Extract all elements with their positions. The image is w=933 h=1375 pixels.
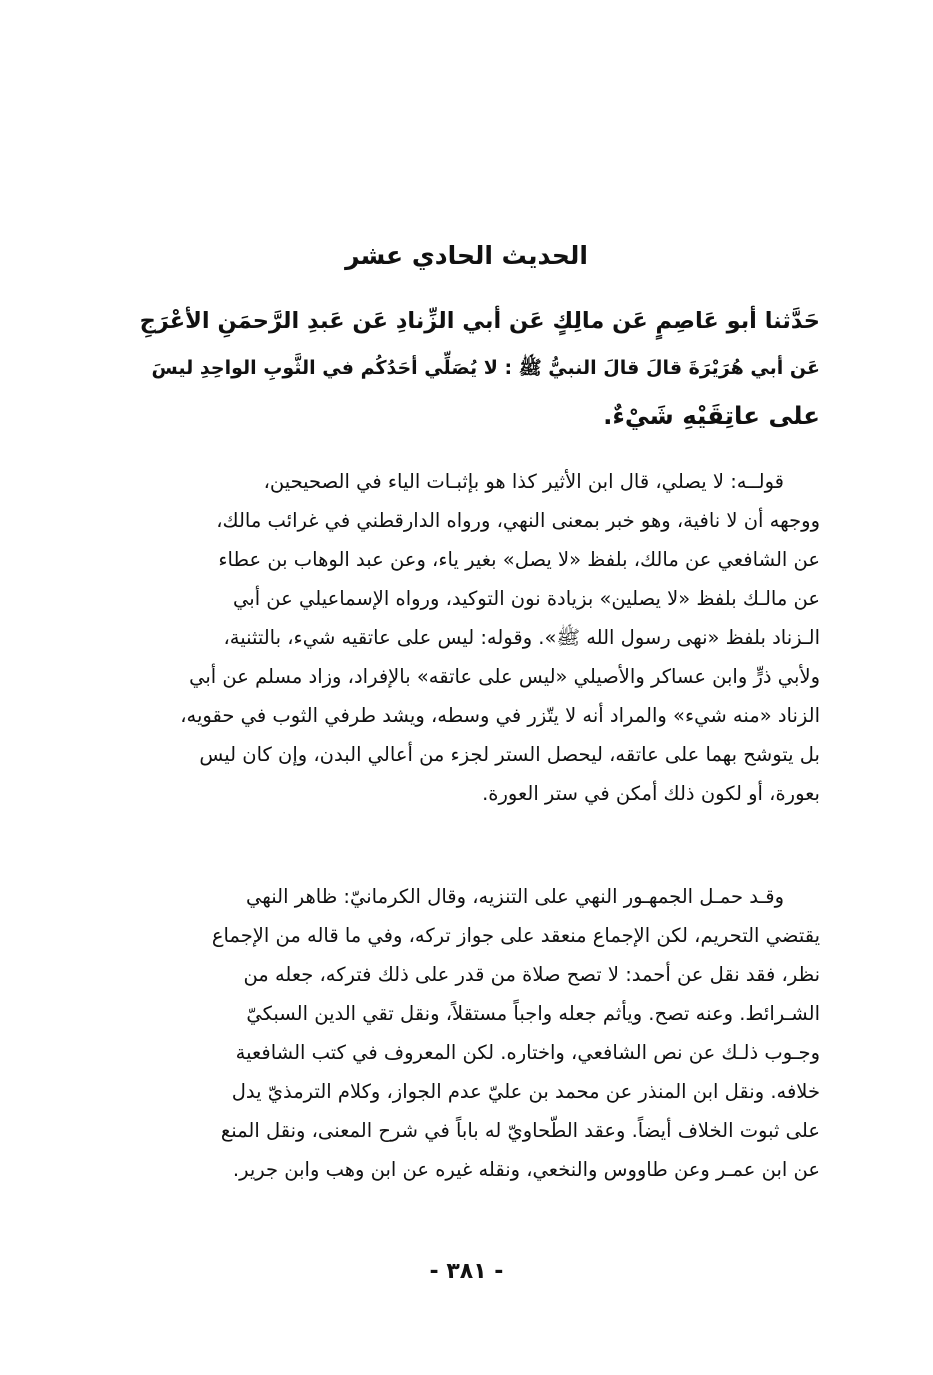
paragraph-line: الشـرائط. وعنه تصح. ويأثم جعله واجباً مستقلاً، ونقل تقي الدين السبكيّ: [246, 1002, 820, 1025]
paragraph-line: نظر، فقد نقل عن أحمد: لا تصح صلاة من قدر على ذلك فتركه، جعله من: [243, 963, 820, 986]
commentary-paragraph-2: [116, 877, 820, 1189]
paragraph-line: بعورة، أو لكون ذلك أمكن في ستر العورة.: [482, 782, 820, 805]
paragraph-line: وجـوب ذلـك عن نص الشافعي، واختاره. لكن المعروف في كتب الشافعية: [235, 1041, 820, 1064]
paragraph-line: عن مالـك بلفظ «لا يصلين» بزيادة نون التوكيد، ورواه الإسماعيلي عن أبي: [233, 587, 820, 610]
hadith-line: على عاتِقَيْهِ شَيْءٌ.: [603, 401, 820, 430]
paragraph-line: الزناد «منه شيء» والمراد أنه لا يتّزر في وسطه، ويشد طرفي الثوب في حقويه،: [180, 704, 820, 727]
paragraph-line: وقـد حمـل الجمهـور النهي على التنزيه، وقال الكرمانيّ: ظاهر النهي: [246, 885, 784, 908]
hadith-line: حَدَّثنا أبو عَاصِمٍ عَن مالِكٍ عَن أبي الزِّنادِ عَن عَبدِ الرَّحمَنِ الأعْرَجِ: [140, 308, 820, 334]
hadith-line: عَن أبي هُرَيْرَةَ قالَ قالَ النبيُّ ﷺ : لا يُصَلِّي أحَدُكُم في الثَّوبِ الواحِدِ ليسَ: [151, 357, 820, 379]
paragraph-line: على ثبوت الخلاف أيضاً. وعقد الطّحاويّ له باباً في شرح المعنى، ونقل المنع: [220, 1119, 820, 1142]
paragraph-line: قولــه: لا يصلي، قال ابن الأثير كذا هو بإثبـات الياء في الصحيحين،: [263, 470, 784, 493]
paragraph-line: الـزناد بلفظ «نهى رسول الله ﷺ». وقوله: ليس على عاتقيه شيء، بالتثنية،: [223, 626, 820, 649]
paragraph-line: عن ابن عمـر وعن طاووس والنخعي، ونقله غيره عن ابن وهب وابن جرير.: [232, 1158, 820, 1181]
paragraph-line: ووجهه أن لا نافية، وهو خبر بمعنى النهي، ورواه الدارقطني في غرائب مالك،: [216, 509, 820, 532]
paragraph-line: بل يتوشح بهما على عاتقه، ليحصل الستر لجزء من أعالي البدن، وإن كان ليس: [199, 743, 820, 766]
paragraph-line: يقتضي التحريم، لكن الإجماع منعقد على جواز تركه، وفي ما قاله من الإجماع: [211, 924, 820, 947]
paragraph-line: خلافه. ونقل ابن المنذر عن محمد بن عليّ عدم الجواز، وكلام الترمذيّ يدل: [231, 1080, 820, 1103]
paragraph-line: عن الشافعي عن مالك، بلفظ «لا يصل» بغير ياء، وعن عبد الوهاب بن عطاء: [218, 548, 820, 571]
commentary-paragraph-1: [116, 462, 820, 813]
page-number: - ٣٨١ -: [429, 1259, 504, 1284]
paragraph-line: ولأبي ذرٍّ وابن عساكر والأصيلي «ليس على عاتقه» بالإفراد، وزاد مسلم عن أبي: [189, 665, 820, 688]
chapter-heading: الحديث الحادي عشر: [345, 241, 588, 270]
hadith-text: [140, 298, 820, 439]
